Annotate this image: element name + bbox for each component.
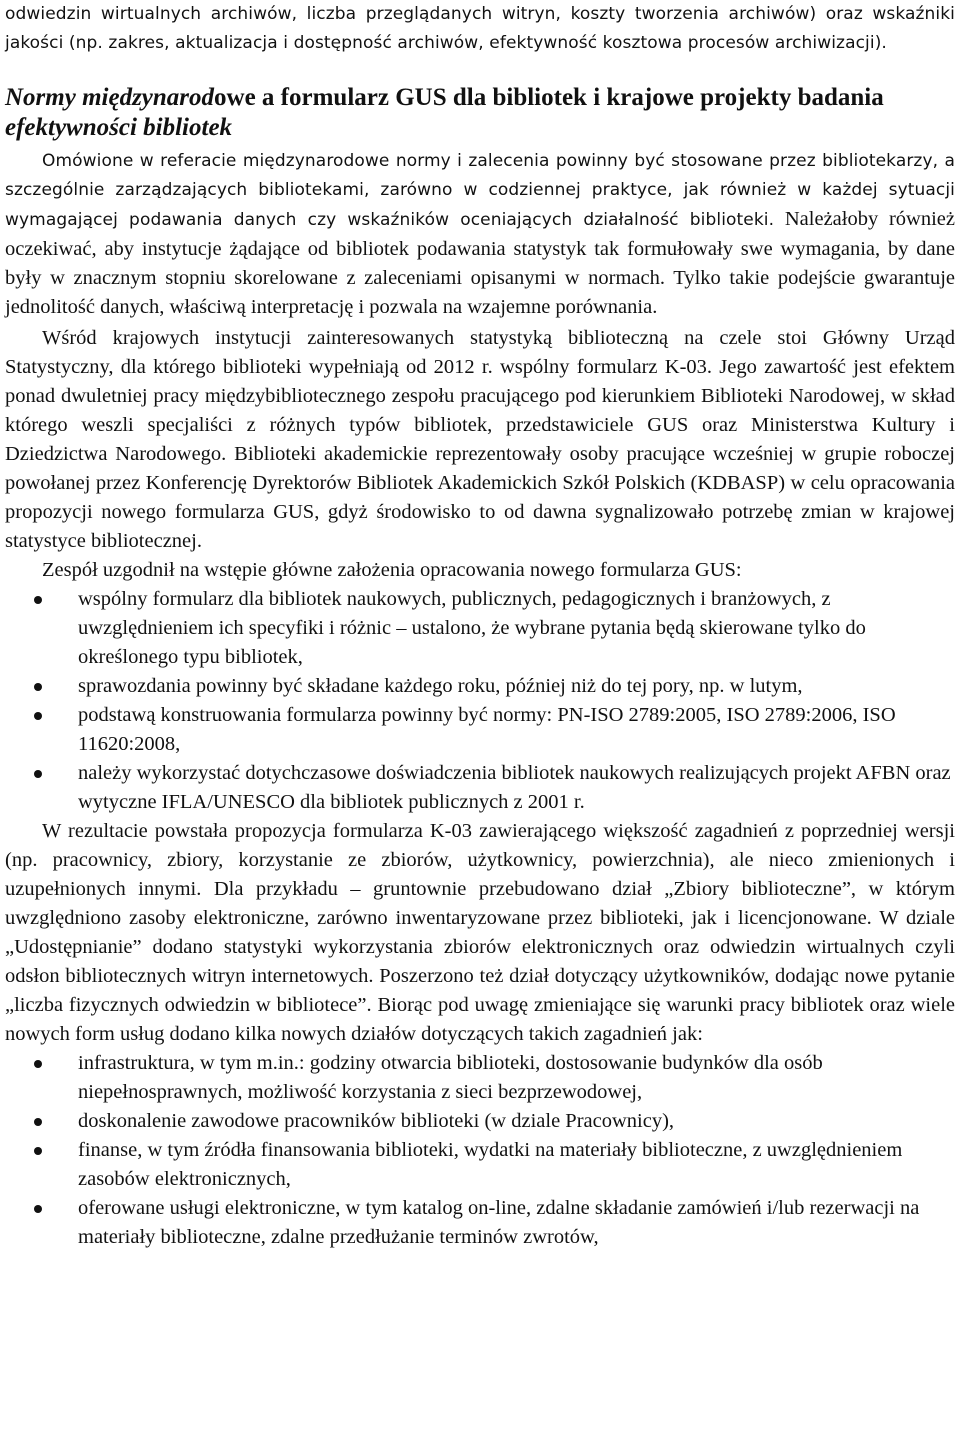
bullet-icon [34,1147,42,1155]
list-item: finanse, w tym źródła finansowania biblioteki, wydatki na materiały biblioteczne, z uwzględnieniem zasobów elektronicznych, [5,1136,955,1194]
section-heading-part-1: Normy międzynarod [5,83,215,111]
paragraph-norms-serif: Należałoby również oczekiwać, aby instytucje żądające od bibliotek podawania statystyk tak formułowały swe wymagania, by dane były w znacznym stopniu skorelowane z zaleceniami opisanymi w normach. Tylko takie podejście gwarantuje jednolitość danych, właściwą interpretację i pozwala na wzajemne porównania. [5,208,955,319]
section-heading-part-2: owe a formularz GUS dla bibliotek i krajowe projekty badania [214,83,884,111]
bullet-icon [34,712,42,720]
bullet-icon [34,1118,42,1126]
paragraph-norms-sans: Omówione w referacie międzynarodowe normy i zalecenia powinny być stosowane przez bibliotekarzy, a szczególnie zarządzających bibliotekami, zarówno w codziennej praktyce, jak również w każdej sytuacji wymagającej podawania danych czy wskaźników oceniających działalność biblioteki. [5,150,955,231]
list-item: doskonalenie zawodowe pracowników biblioteki (w dziale Pracownicy), [5,1107,955,1136]
bullet-icon [34,596,42,604]
bullet-icon [34,1060,42,1068]
bullet-icon [34,683,42,691]
list-item: oferowane usługi elektroniczne, w tym katalog on-line, zdalne składanie zamówień i/lub rezerwacji na materiały biblioteczne, zdalne przedłużanie terminów zwrotów, [5,1194,955,1252]
paragraph-gus: Wśród krajowych instytucji zainteresowanych statystyką biblioteczną na czele stoi Główny Urząd Statystyczny, dla którego biblioteki wypełniają od 2012 r. wspólny formularz K-03. Jego zawartość jest efektem ponad dwuletniej pracy międzybibliotecznego zespołu pracującego pod kierunkiem Biblioteki Narodowej, w skład którego weszli specjaliści z różnych typów bibliotek, przedstawiciele GUS oraz Ministerstwa Kultury i Dziedzictwa Narodowego. Biblioteki akademickie reprezentowały osoby pracujące wcześniej w grupie roboczej powołanej przez Konferencję Dyrektorów Bibliotek Akademickich Szkół Polskich (KDBASP) w celu opracowania propozycji nowego formularza GUS, gdyż środowisko to od dawna sygnalizowało potrzebę zmian w krajowej statystyce bibliotecznej. [5,327,955,553]
assumptions-list [5,585,955,817]
section-heading [5,83,955,143]
intro-paragraph: odwiedzin wirtualnych archiwów, liczba przeglądanych witryn, koszty tworzenia archiwów) oraz wskaźniki jakości (np. zakres, aktualizacja i dostępność archiwów, efektywność kosztowa procesów archiwizacji). [5,4,955,54]
section-heading-part-3: efektywności bibliotek [5,113,233,141]
list-item: sprawozdania powinny być składane każdego roku, później niż do tej pory, np. w lutym, [5,672,955,701]
new-sections-list [5,1049,955,1252]
paragraph-norms [5,147,955,323]
list-item: infrastruktura, w tym m.in.: godziny otwarcia biblioteki, dostosowanie budynków dla osób niepełnosprawnych, możliwość korzystania z sieci bezprzewodowej, [5,1049,955,1107]
list-item: należy wykorzystać dotychczasowe doświadczenia bibliotek naukowych realizujących projekt AFBN oraz wytyczne IFLA/UNESCO dla bibliotek publicznych z 2001 r. [5,759,955,817]
list-item: wspólny formularz dla bibliotek naukowych, publicznych, pedagogicznych i branżowych, z uwzględnieniem ich specyfiki i różnic – ustalono, że wybrane pytania będą skierowane tylko do określonego typu bibliotek, [5,585,955,672]
bullet-icon [34,1205,42,1213]
paragraph-team: Zespół uzgodnił na wstępie główne założenia opracowania nowego formularza GUS: [42,559,742,582]
paragraph-result: W rezultacie powstała propozycja formularza K-03 zawierającego większość zagadnień z poprzedniej wersji (np. pracownicy, zbiory, korzystanie ze zbiorów, użytkownicy, powierzchnia), ale nieco zmienionych i uzupełnionych innymi. Dla przykładu – gruntownie przebudowano dział „Zbiory biblioteczne”, w którym uwzględniono zasoby elektroniczne, zarówno inwentaryzowane przez biblioteki, jak i licencjonowane. W dziale „Udostępnianie” dodano statystyki wykorzystania zbiorów elektronicznych oraz odwiedzin wirtualnych czyli odsłon bibliotecznych witryn internetowych. Poszerzono też dział dotyczący użytkowników, dodając nowe pytanie „liczba fizycznych odwiedzin w bibliotece”. Biorąc pod uwagę zmieniające się warunki pracy bibliotek oraz wiele nowych form usług dodano kilka nowych działów dotyczących takich zagadnień jak: [5,820,955,1046]
document-page [5,0,955,1252]
bullet-icon [34,770,42,778]
list-item: podstawą konstruowania formularza powinny być normy: PN-ISO 2789:2005, ISO 2789:2006, ISO 11620:2008, [5,701,955,759]
